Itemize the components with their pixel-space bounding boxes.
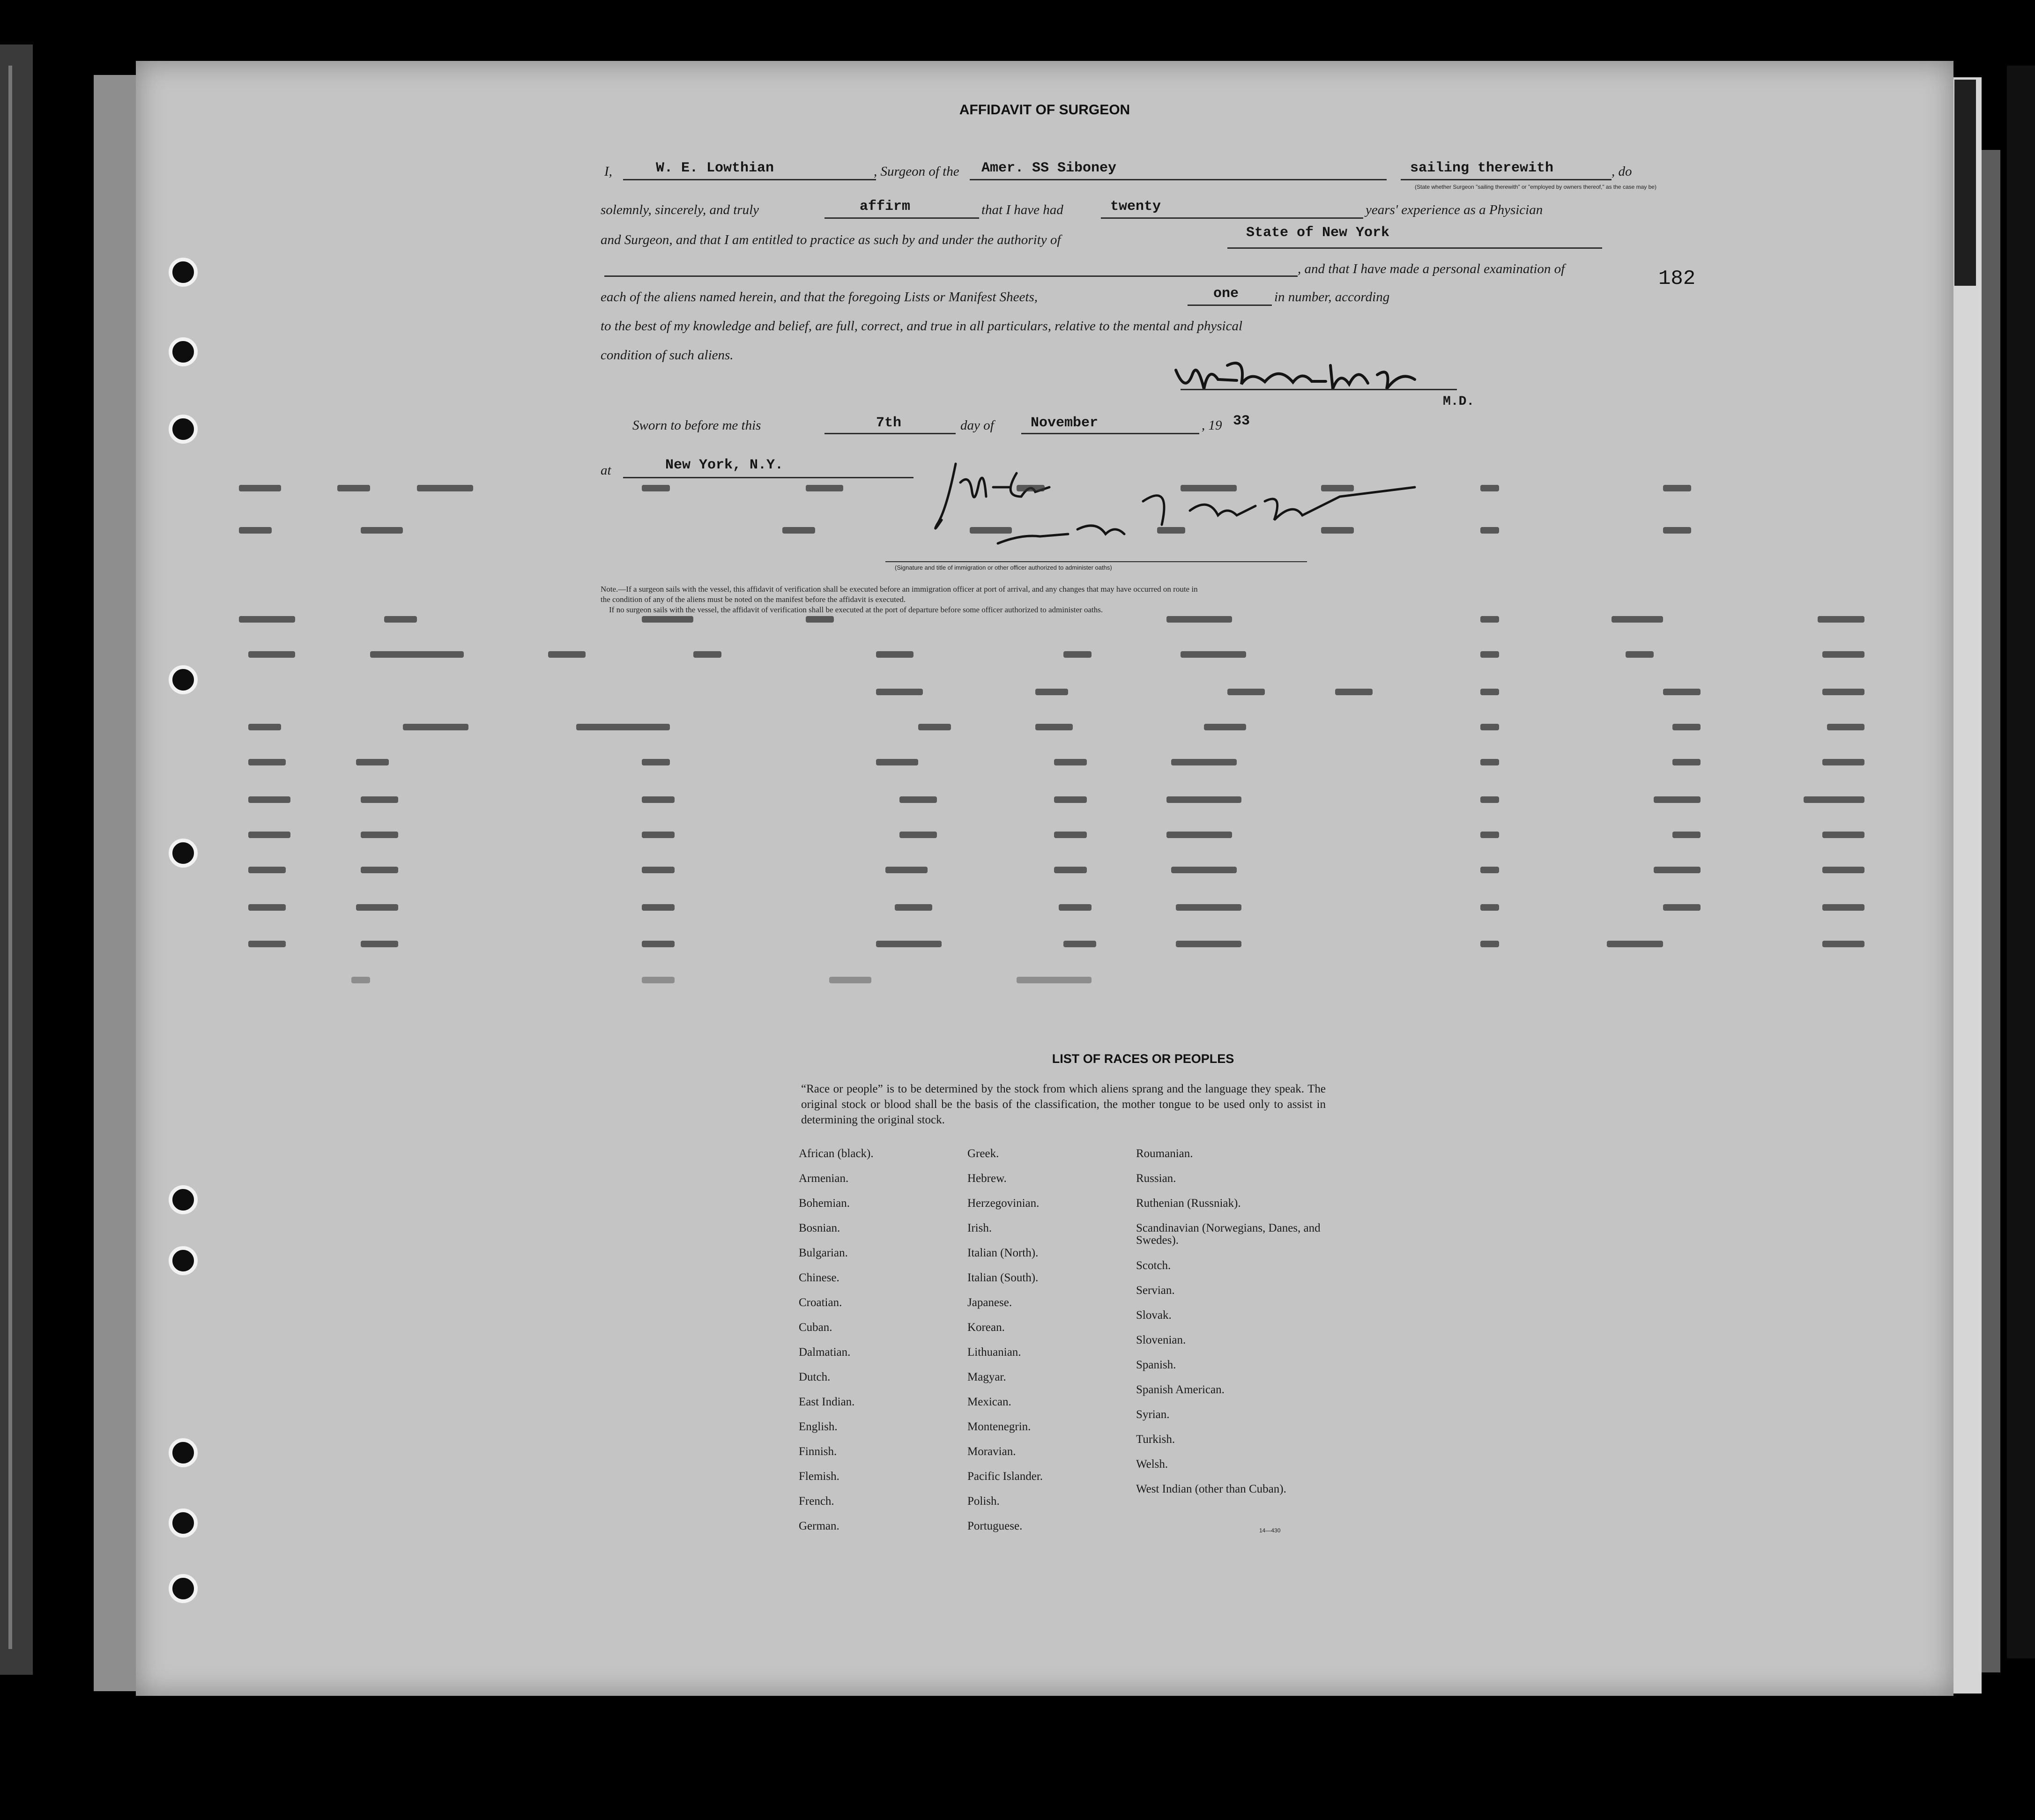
fill-line bbox=[1227, 247, 1602, 249]
bleed-through-row bbox=[220, 832, 1719, 839]
years-experience: twenty bbox=[1110, 199, 1161, 215]
races-column-3 bbox=[1136, 1148, 1337, 1521]
race-item: Croatian. bbox=[799, 1296, 842, 1309]
race-item: Polish. bbox=[967, 1495, 1000, 1508]
race-item: Dutch. bbox=[799, 1371, 831, 1383]
race-item: Russian. bbox=[1136, 1172, 1176, 1185]
punch-hole bbox=[169, 665, 198, 694]
fill-line bbox=[824, 217, 979, 219]
md-label: M.D. bbox=[1443, 394, 1475, 409]
race-item: Bulgarian. bbox=[799, 1247, 848, 1259]
race-item: East Indian. bbox=[799, 1396, 855, 1408]
surgeon-name: W. E. Lowthian bbox=[656, 160, 774, 176]
race-item: Slovak. bbox=[1136, 1309, 1172, 1322]
punch-hole bbox=[169, 1246, 198, 1275]
affidavit-note: Note.—If a surgeon sails with the vessel, this affidavit of verification shall be executed before an immigration officer at port of arrival, and any changes that may have occurred on route in bbox=[601, 585, 1198, 594]
race-item: Spanish American. bbox=[1136, 1383, 1225, 1396]
affidavit-text: day of bbox=[960, 418, 994, 433]
punch-hole bbox=[169, 1508, 198, 1538]
fill-line bbox=[623, 179, 876, 180]
bleed-through-row bbox=[220, 485, 1719, 492]
punch-hole bbox=[169, 258, 198, 287]
race-item: Lithuanian. bbox=[967, 1346, 1021, 1359]
affidavit-text: at bbox=[601, 463, 611, 478]
affidavit-text: , do bbox=[1612, 164, 1632, 179]
bleed-through-row bbox=[220, 759, 1719, 766]
affidavit-text: , 19 bbox=[1202, 418, 1222, 433]
race-item: Spanish. bbox=[1136, 1359, 1176, 1371]
bleed-through-row bbox=[220, 796, 1719, 804]
race-item: Finnish. bbox=[799, 1445, 837, 1458]
race-item: Montenegrin. bbox=[967, 1420, 1031, 1433]
affidavit-text: to the best of my knowledge and belief, are full, correct, and true in all particulars, relative to the mental and physical bbox=[601, 319, 1243, 334]
punch-hole bbox=[169, 1438, 198, 1467]
right-page-tab bbox=[1954, 80, 1976, 286]
punch-hole bbox=[169, 337, 198, 366]
right-adjacent-page bbox=[1949, 77, 1982, 1694]
race-item: Mexican. bbox=[967, 1396, 1011, 1408]
race-item: Irish. bbox=[967, 1222, 992, 1234]
race-item: Ruthenian (Russniak). bbox=[1136, 1197, 1241, 1210]
race-item: Bohemian. bbox=[799, 1197, 850, 1210]
sworn-month: November bbox=[1031, 415, 1099, 431]
practice-authority: State of New York bbox=[1246, 225, 1390, 241]
status-hint: (State whether Surgeon "sailing therewith" or "employed by owners thereof," as the case may be) bbox=[1415, 184, 1656, 190]
race-item: Welsh. bbox=[1136, 1458, 1168, 1471]
race-item: Scandinavian (Norwegians, Danes, and Swedes). bbox=[1136, 1222, 1321, 1247]
binder-strip bbox=[0, 45, 33, 1675]
page-number: 182 bbox=[1658, 267, 1696, 290]
fill-line bbox=[1021, 433, 1199, 434]
bleed-through-row bbox=[220, 616, 1719, 624]
race-item: Moravian. bbox=[967, 1445, 1016, 1458]
fill-line bbox=[1188, 305, 1272, 306]
sworn-day: 7th bbox=[876, 415, 902, 431]
race-item: Portuguese. bbox=[967, 1520, 1023, 1532]
bleed-through-row bbox=[220, 651, 1719, 659]
fill-line bbox=[1401, 179, 1612, 180]
race-item: Roumanian. bbox=[1136, 1147, 1193, 1160]
race-item: Dalmatian. bbox=[799, 1346, 851, 1359]
form-number: 14—430 bbox=[1259, 1527, 1281, 1534]
race-item: Pacific Islander. bbox=[967, 1470, 1043, 1483]
sworn-year: 33 bbox=[1233, 413, 1250, 429]
oath-type: affirm bbox=[860, 199, 911, 215]
race-item: English. bbox=[799, 1420, 838, 1433]
race-item: Greek. bbox=[967, 1147, 999, 1160]
race-item: German. bbox=[799, 1520, 839, 1532]
right-page-shadow bbox=[1982, 150, 2000, 1672]
bleed-through-row bbox=[220, 724, 1719, 731]
affidavit-text: years' experience as a Physician bbox=[1366, 202, 1543, 217]
document-page bbox=[136, 61, 1953, 1696]
bleed-through-row bbox=[220, 867, 1719, 874]
punch-hole bbox=[169, 415, 198, 444]
race-item: Armenian. bbox=[799, 1172, 849, 1185]
officer-line bbox=[885, 561, 1307, 562]
race-item: Japanese. bbox=[967, 1296, 1012, 1309]
races-intro: “Race or people” is to be determined by the stock from which aliens sprang and the language they speak. The original stock or blood shall be the basis of the classification, the mother tongue to be used only to assist in determining the original stock. bbox=[801, 1083, 1326, 1126]
bleed-through-row bbox=[220, 977, 1719, 984]
race-item: Cuban. bbox=[799, 1321, 832, 1334]
affidavit-note: If no surgeon sails with the vessel, the affidavit of verification shall be executed at the port of departure before some officer authorized to administer oaths. bbox=[609, 605, 1103, 614]
fill-line bbox=[824, 433, 956, 434]
race-item: Turkish. bbox=[1136, 1433, 1175, 1446]
surgeon-status: sailing therewith bbox=[1410, 160, 1554, 176]
affidavit-note: the condition of any of the aliens must be noted on the manifest before the affidavit is executed. bbox=[601, 595, 906, 604]
race-item: Scotch. bbox=[1136, 1259, 1171, 1272]
race-item: Hebrew. bbox=[967, 1172, 1007, 1185]
race-item: Chinese. bbox=[799, 1271, 839, 1284]
punch-hole bbox=[169, 1185, 198, 1214]
affidavit-text: in number, according bbox=[1274, 290, 1390, 305]
race-item: Magyar. bbox=[967, 1371, 1006, 1383]
race-item: Korean. bbox=[967, 1321, 1005, 1334]
race-item: West Indian (other than Cuban). bbox=[1136, 1483, 1286, 1495]
surgeon-signature bbox=[1171, 351, 1424, 403]
race-item: Syrian. bbox=[1136, 1408, 1170, 1421]
binder-edge bbox=[8, 66, 12, 1649]
fill-line bbox=[1101, 217, 1363, 219]
affidavit-text: each of the aliens named herein, and that the foregoing Lists or Manifest Sheets, bbox=[601, 290, 1038, 305]
affidavit-text: that I have had bbox=[981, 202, 1063, 217]
affidavit-text: and Surgeon, and that I am entitled to practice as such by and under the authority of bbox=[601, 232, 1061, 247]
fill-line bbox=[623, 477, 914, 478]
vessel-name: Amer. SS Siboney bbox=[981, 160, 1117, 176]
race-item: French. bbox=[799, 1495, 834, 1508]
race-item: Servian. bbox=[1136, 1284, 1175, 1297]
affidavit-title: AFFIDAVIT OF SURGEON bbox=[959, 102, 1130, 118]
officer-signature bbox=[928, 454, 1471, 553]
punch-hole bbox=[169, 839, 198, 868]
races-column-2 bbox=[967, 1148, 1043, 1545]
race-item: Herzegovinian. bbox=[967, 1197, 1040, 1210]
affidavit-text: I, bbox=[604, 164, 612, 179]
races-column-1 bbox=[799, 1148, 874, 1545]
punch-hole bbox=[169, 1574, 198, 1603]
officer-caption: (Signature and title of immigration or other officer authorized to administer oaths) bbox=[895, 564, 1112, 571]
fill-line bbox=[970, 179, 1387, 180]
sheet-count: one bbox=[1213, 286, 1239, 302]
bleed-through-row bbox=[220, 941, 1719, 948]
sworn-place: New York, N.Y. bbox=[665, 457, 784, 473]
bleed-through-row bbox=[220, 527, 1719, 535]
race-item: Bosnian. bbox=[799, 1222, 840, 1234]
affidavit-text: condition of such aliens. bbox=[601, 348, 734, 363]
affidavit-text: , and that I have made a personal examination of bbox=[1298, 261, 1565, 276]
bleed-through-row bbox=[220, 689, 1719, 696]
race-item: Flemish. bbox=[799, 1470, 839, 1483]
right-margin bbox=[2007, 66, 2035, 1658]
affidavit-text: , Surgeon of the bbox=[874, 164, 959, 179]
race-item: Slovenian. bbox=[1136, 1334, 1186, 1346]
signature-line bbox=[1181, 389, 1457, 390]
fill-line bbox=[604, 275, 1298, 277]
races-title: LIST OF RACES OR PEOPLES bbox=[1052, 1052, 1234, 1066]
affidavit-text: solemnly, sincerely, and truly bbox=[601, 202, 759, 217]
race-item: African (black). bbox=[799, 1147, 874, 1160]
bleed-through-row bbox=[220, 904, 1719, 912]
race-item: Italian (South). bbox=[967, 1271, 1039, 1284]
affidavit-text: Sworn to before me this bbox=[632, 418, 761, 433]
race-item: Italian (North). bbox=[967, 1247, 1039, 1259]
